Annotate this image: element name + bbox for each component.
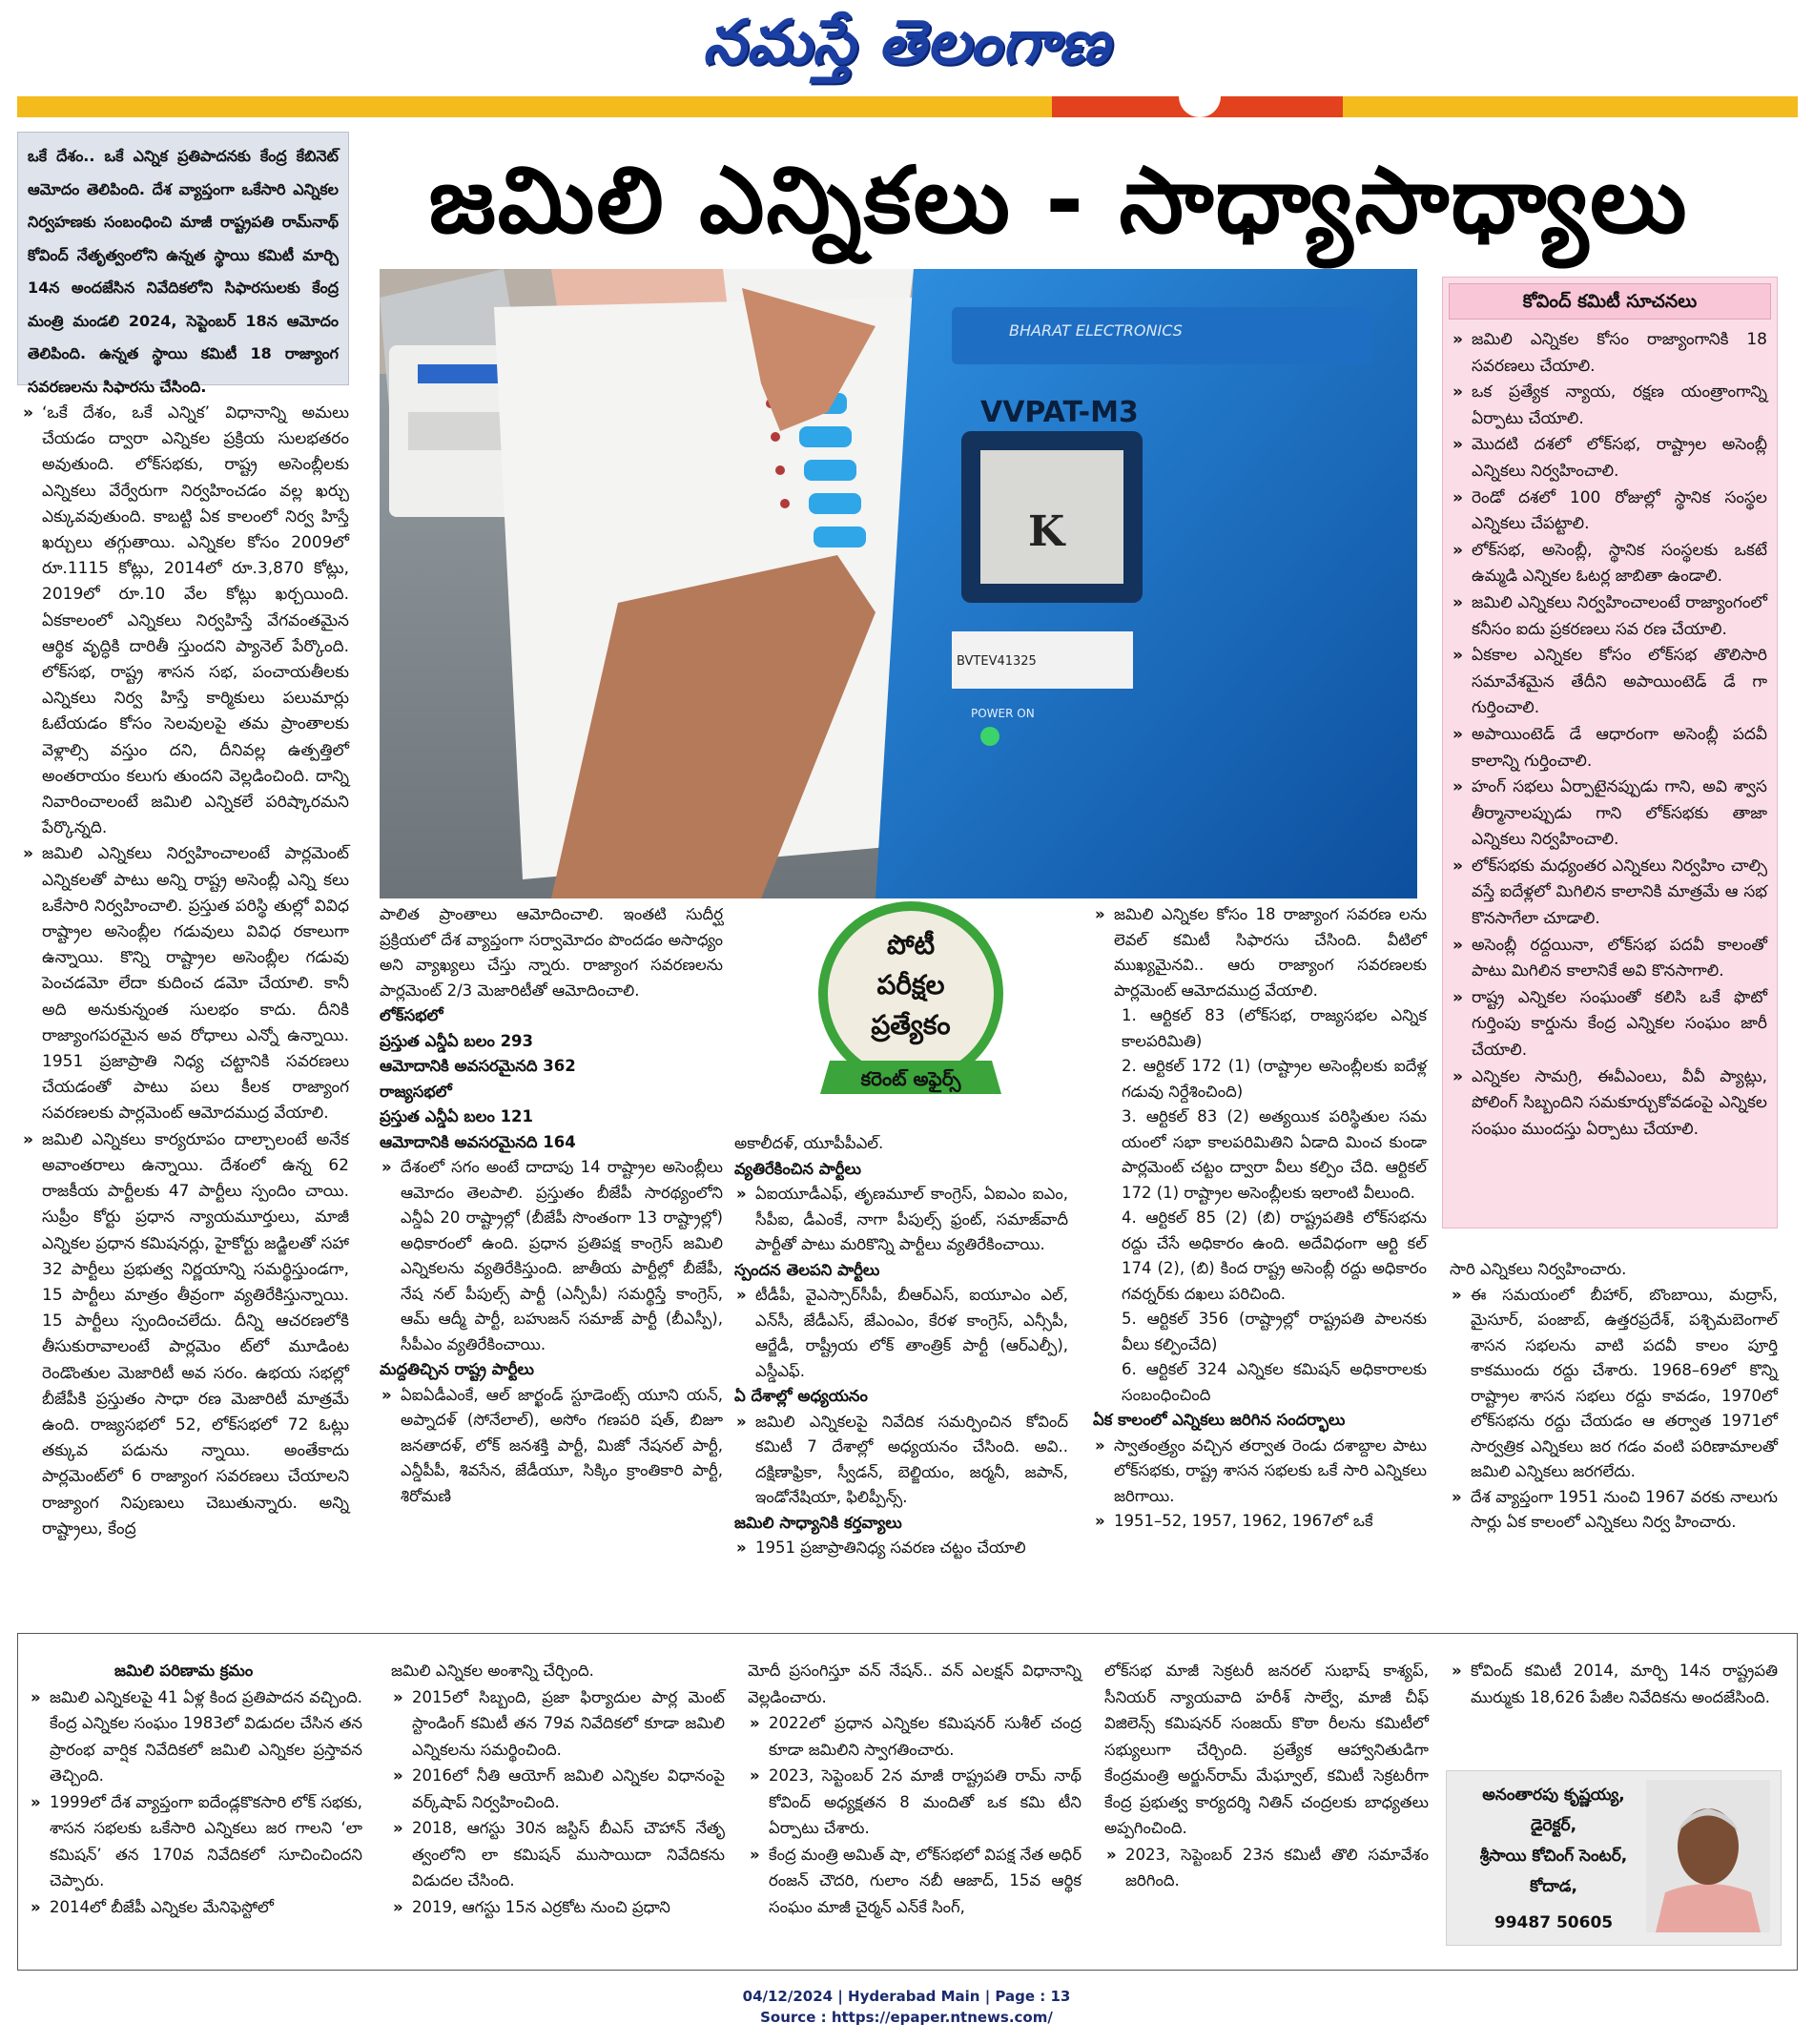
- col4-paragraph: » 1951–52, 1957, 1962, 1967లో ఒకే: [1093, 1509, 1427, 1535]
- col4-paragraph: » స్వాతంత్ర్యం వచ్చిన తర్వాత రెండు దశాబ్దాల పాటు లోక్‌సభకు, రాష్ట్ర శాసన సభలకు ఒకే సారి ఎన్నికలు జరిగాయి.: [1093, 1434, 1427, 1510]
- author-portrait: [1646, 1780, 1770, 1932]
- top-color-bar: [17, 96, 1798, 117]
- amendment-item: 4. ఆర్టికల్ 85 (2) (బి) రాష్ట్రపతికి లోక్‌సభను రద్దు చేసే అధికారం ఉంది. అదేవిధంగా ఆర్టి కల్ 174 (2), (బి) కింద రాష్ట్ర అసెంబ్లీ రద్దు అధికారం గవర్నర్‌కు దఖలు పరిచింది.: [1122, 1208, 1427, 1303]
- author-org: శ్రీసాయి కోచింగ్ సెంటర్,: [1479, 1847, 1628, 1866]
- author-role: డైరెక్టర్,: [1530, 1816, 1577, 1835]
- kovind-committee-box: [1442, 277, 1778, 1228]
- kovind-item: » ఏకకాల ఎన్నికల కోసం లోక్‌సభ తొలిసారి సమావేశమైన తేదీని అపాయింటెడ్ డే గా గుర్తించాలి.: [1451, 643, 1767, 722]
- column-3: [734, 1131, 1068, 1561]
- col5-paragraph: » దేశ వ్యాప్తంగా 1951 నుంచి 1967 వరకు నాలుగు సార్లు ఏక కాలంలో ఎన్నికలు నిర్వ హించారు.: [1450, 1485, 1778, 1536]
- badge-line-3: ప్రత్యేకం: [871, 1009, 951, 1041]
- col3-paragraph: » 1951 ప్రజాప్రాతినిధ్య సవరణ చట్టం చేయాలి: [734, 1536, 1068, 1561]
- author-phone: 99487 50605: [1494, 1913, 1614, 1932]
- col3-paragraph: » ఏఐయూడీఎఫ్, తృణమూల్ కాంగ్రెస్, ఏఐఎం ఐఎం, సీపీఐ, డీఎంకే, నాగా పీపుల్స్ ఫ్రంట్, సమాజ్‌వాదీ పార్టీతో పాటు మరికొన్ని పార్టీలు వ్యతిరేకించాయి.: [734, 1182, 1068, 1258]
- badge-line-4: కరెంట్ అఫైర్స్: [860, 1067, 961, 1090]
- timeline-intro: లోక్‌సభ మాజీ సెక్రటరీ జనరల్ సుభాష్ కాశ్యప్, సీనియర్ న్యాయవాది హరీశ్ సాల్వే, మాజీ చీఫ్ విజిలెన్స్ కమిషనర్ సంజయ్ కొఠా రీలను కమిటీలో సభ్యులుగా చేర్చింది. ప్రత్యేక ఆహ్వానితుడిగా కేంద్రమంత్రి అర్జున్‌రామ్ మేఘ్వాల్, కమిటీ సెక్రటరీగా కేంద్ర ప్రభుత్వ కార్యదర్శి నితిన్ చంద్రలకు బాధ్యతలు అప్పగించింది.: [1104, 1662, 1429, 1837]
- timeline-item: » 2022లో ప్రధాన ఎన్నికల కమిషనర్ సుశీల్ చంద్ర కూడా జమిలిని స్వాగతించారు.: [748, 1710, 1082, 1763]
- kovind-box-title: కోవింద్ కమిటీ సూచనలు: [1449, 283, 1771, 320]
- timeline-item: » 2023, సెప్టెంబర్ 2న మాజీ రాష్ట్రపతి రామ్ నాథ్ కోవింద్ అధ్యక్షతన 8 మందితో ఒక కమి టీని ఏర్పాటు చేశారు.: [748, 1763, 1082, 1842]
- evm-vvpat-photo: [380, 269, 1417, 898]
- masthead: [0, 0, 1813, 91]
- column-4: [1093, 902, 1427, 1535]
- timeline-item: » 1999లో దేశ వ్యాప్తంగా ఐదేండ్లకొకసారి లోక్ సభకు, శాసన సభలకు ఒకేసారి ఎన్నికలు జర గాలని ‘లా కమిషన్’ తన 170వ నివేదికలో సూచించిందని చెప్పారు.: [29, 1789, 362, 1894]
- col1-paragraph: » ‘ఒకే దేశం, ఒకే ఎన్నిక’ విధానాన్ని అమలు చేయడం ద్వారా ఎన్నికల ప్రక్రియ సులభతరం అవుతుంది. లోక్‌సభకు, రాష్ట్ర అసెంబ్లీలకు ఎన్నికలు వేర్వేరుగా నిర్వహించడం వల్ల ఖర్చు ఎక్కువవుతుంది. కాబట్టి ఏక కాలంలో నిర్వ హిస్తే ఖర్చులు తగ్గుతాయి. ఎన్నికల కోసం 2009లో రూ.1115 కోట్లు, 2014లో రూ.3,870 కోట్లు, 2019లో రూ.10 వేల కోట్లు ఖర్చయింది. ఏకకాలంలో ఎన్నికలు నిర్వహిస్తే వేగవంతమైన ఆర్థిక వృద్ధికి దారితీ స్తుందని ప్యానెల్ పేర్కొంది. లోక్‌సభ, రాష్ట్ర శాసన సభ, పంచాయతీలకు ఎన్నికలు నిర్వ హిస్తే కార్మికులు పలుమార్లు ఓటేయడం కోసం సెలవులపై తమ ప్రాంతాలకు వెళ్లాల్సి వస్తుం దని, దీనివల్ల ఉత్పత్తిలో అంతరాయం కలుగు తుందని వెల్లడించింది. దాన్ని నివారించాలంటే జమిలి ఎన్నికలే పరిష్కారమని పేర్కొన్నది.: [21, 401, 349, 841]
- kovind-item: » రాష్ట్ర ఎన్నికల సంఘంతో కలిసి ఒకే ఫొటో గుర్తింపు కార్డును కేంద్ర ఎన్నికల సంఘం జారీ చేయాలి.: [1451, 985, 1767, 1064]
- column-1: [21, 401, 349, 1542]
- kovind-item: » లోక్‌సభ, అసెంబ్లీ, స్థానిక సంస్థలకు ఒకటే ఉమ్మడి ఎన్నికల ఓటర్ల జాబితా ఉండాలి.: [1451, 538, 1767, 590]
- kovind-item: » అసెంబ్లీ రద్దయినా, లోక్‌సభ పదవీ కాలంతో పాటు మిగిలిన కాలానికే అవి కొనసాగాలి.: [1451, 933, 1767, 985]
- timeline-item: » 2023, సెప్టెంబర్ 23న కమిటీ తొలి సమావేశం జరిగింది.: [1104, 1842, 1429, 1894]
- col3-paragraph: » జమిలి ఎన్నికలపై నివేదిక సమర్పించిన కోవింద్ కమిటీ 7 దేశాల్లో అధ్యయనం చేసింది. అవి.. దక్షిణాఫ్రికా, స్వీడన్, బెల్జియం, జర్మనీ, జపాన్, ఇండోనేషియా, ఫిలిప్పీన్స్.: [734, 1410, 1068, 1511]
- col1-paragraph: » జమిలి ఎన్నికలు కార్యరూపం దాల్చాలంటే అనేక అవాంతరాలు ఉన్నాయి. దేశంలో ఉన్న 62 రాజకీయ పార్టీలకు 47 పార్టీలు స్పందిం చాయి. సుప్రీం కోర్టు ప్రధాన న్యాయమూర్తులు, మాజీ ఎన్నికల ప్రధాన కమిషనర్లు, హైకోర్టు జడ్జిలతో సహా 32 పార్టీలు ప్రభుత్వ నిర్ణయాన్ని సమర్థిస్తుండగా, 15 పార్టీలు మాత్రం తీవ్రంగా వ్యతిరేకిస్తున్నాయి. 15 పార్టీలు స్పందించలేదు. దీన్ని ఆచరణలోకి తీసుకురావాలంటే పార్లమెం ట్‌లో మూడింట రెండొంతుల మెజారిటీ అవ సరం. ఉభయ సభల్లో బీజేపీకి ప్రస్తుతం సాధా రణ మెజారిటీ మాత్రమే ఉంది. రాజ్యసభలో 52, లోక్‌సభలో 72 ఓట్లు తక్కువ పడును న్నాయి. అంతేకాదు పార్లమెంట్‌లో 6 రాజ్యాంగ సవరణలు చేయాలని రాజ్యాంగ నిపుణులు చెబుతున్నారు. అన్ని రాష్ట్రాలు, కేంద్ర: [21, 1127, 349, 1542]
- timeline-item: » జమిలి ఎన్నికలపై 41 ఏళ్ల కింద ప్రతిపాదన వచ్చింది. కేంద్ర ఎన్నికల సంఘం 1983లో విడుదల చేసిన తన ప్రారంభ వార్షిక నివేదికలో జమిలి ఎన్నికల ప్రస్తావన తెచ్చింది.: [29, 1684, 362, 1789]
- kovind-item: » లోక్‌సభకు మధ్యంతర ఎన్నికలు నిర్వహిం చాల్సి వస్తే ఐదేళ్లలో మిగిలిన కాలానికి మాత్రమే ఆ సభ కొనసాగేలా చూడాలి.: [1451, 854, 1767, 933]
- col3-intro: అకాలీదళ్, యూపీపీఎల్.: [734, 1134, 884, 1152]
- amendment-item: 3. ఆర్టికల్ 83 (2) అత్యయిక పరిస్థితుల సమ యంలో సభా కాలపరిమితిని ఏడాది మించ కుండా పార్లమెంట్ చట్టం ద్వారా వీలు కల్పిం చేది. ఆర్టికల్ 172 (1) రాష్ట్రాల అసెంబ్లీలకు ఇలాంటి వీలుంది.: [1122, 1107, 1427, 1202]
- photo-power-label: POWER ON: [971, 707, 1035, 720]
- amendment-item: 6. ఆర్టికల్ 324 ఎన్నికల కమిషన్ అధికారాలకు సంబంధించింది: [1122, 1360, 1427, 1404]
- author-place: కోదాడ,: [1530, 1877, 1577, 1896]
- history-heading: ఏక కాలంలో ఎన్నికలు జరిగిన సందర్భాలు: [1093, 1411, 1346, 1429]
- author-details: [1453, 1780, 1654, 1938]
- kovind-item: » అపాయింటెడ్ డే ఆధారంగా అసెంబ్లీ పదవీ కాలాన్ని గుర్తించాలి.: [1451, 722, 1767, 774]
- no-response-heading: స్పందన తెలపని పార్టీలు: [734, 1260, 880, 1279]
- timeline-heading: జమిలి పరిణామ క్రమం: [114, 1662, 254, 1680]
- lok-sabha-heading: లోక్‌సభలో: [380, 1006, 443, 1024]
- timeline-item: » 2019, ఆగస్టు 15న ఎర్రకోట నుంచి ప్రధాని: [391, 1894, 725, 1921]
- kovind-item: » రెండో దశలో 100 రోజుల్లో స్థానిక సంస్థల ఎన్నికలు చేపట్టాలి.: [1451, 485, 1767, 538]
- page-footer: [0, 1986, 1813, 2028]
- col5-paragraph: » ఈ సమయంలో బీహార్, బొంబాయి, మద్రాస్, మైసూర్, పంజాబ్, ఉత్తరప్రదేశ్, పశ్చిమబెంగాల్ శాసన సభలను వాటి పదవీ కాలం పూర్తి కాకముందు రద్దు చేశారు. 1968–69లో కొన్ని రాష్ట్రాల శాసన సభలు రద్దు కావడం, 1970లో లోక్‌సభను రద్దు చేయడం ఆ తర్వాత 1971లో సార్వత్రిక ఎన్నికలు జర గడం వంటి పరిణామాలతో జమిలి ఎన్నికలు జరగలేదు.: [1450, 1283, 1778, 1485]
- footer-edition: 04/12/2024 | Hyderabad Main | Page : 13: [742, 1988, 1071, 2005]
- kovind-item: » మొదటి దశలో లోక్‌సభ, రాష్ట్రాల అసెంబ్లీ ఎన్నికలు నిర్వహించాలి.: [1451, 432, 1767, 485]
- col2-intro: పాలిత ప్రాంతాలు ఆమోదించాలి. ఇంతటి సుదీర్ఘ ప్రక్రియలో దేశ వ్యాప్తంగా సర్వామోదం పొందడం అసాధ్యం అని వ్యాఖ్యలు చేస్తు న్నారు. రాజ్యాంగ సవరణలను పార్లమెంట్ 2/3 మెజారిటీతో ఆమోదించాలి.: [380, 905, 723, 1000]
- intro-box: ఒకే దేశం.. ఒకే ఎన్నిక ప్రతిపాదనకు కేంద్ర కేబినెట్ ఆమోదం తెలిపింది. దేశ వ్యాప్తంగా ఒకేసారి ఎన్నికల నిర్వహణకు సంబంధించి మాజీ రాష్ట్రపతి రామ్‌నాథ్ కోవింద్ నేతృత్వంలోని ఉన్నత స్థాయి కమిటీ మార్చి 14న అందజేసిన నివేదికలోని సిఫారసులకు కేంద్ర మంత్రి మండలి 2024, సెప్టెంబర్ 18న ఆమోదం తెలిపింది. ఉన్నత స్థాయి కమిటీ 18 రాజ్యాంగ సవరణలను సిఫారసు చేసింది.: [17, 132, 349, 385]
- opposed-parties-heading: వ్యతిరేకించిన పార్టీలు: [734, 1159, 861, 1178]
- photo-brand-text: BHARAT ELECTRONICS: [1009, 321, 1183, 340]
- tasks-heading: జమిలి సాధ్యానికి కర్తవ్యాలు: [734, 1513, 902, 1532]
- kovind-item: » ఒక ప్రత్యేక న్యాయ, రక్షణ యంత్రాంగాన్ని ఏర్పాటు చేయాలి.: [1451, 380, 1767, 432]
- newspaper-logo: నమస్తే తెలంగాణ: [702, 8, 1111, 78]
- support-parties-heading: మద్దతిచ్చిన రాష్ట్ర పార్టీలు: [380, 1360, 534, 1378]
- timeline-col-5: [1450, 1658, 1778, 1710]
- kovind-item: » జమిలి ఎన్నికలు నిర్వహించాలంటే రాజ్యాంగంలో కనీసం ఐదు ప్రకరణలు సవ రణ చేయాలి.: [1451, 590, 1767, 643]
- timeline-col-1: [29, 1658, 362, 1920]
- col2-paragraph: » దేశంలో సగం అంటే దాదాపు 14 రాష్ట్రాల అసెంబ్లీలు ఆమోదం తెలపాలి. ప్రస్తుతం బీజేపీ సారథ్యంలోని ఎన్డీఏ 20 రాష్ట్రాల్లో (బీజేపీ సొంతంగా 13 రాష్ట్రాల్లో) అధికారంలో ఉంది. ప్రధాన ప్రతిపక్ష కాంగ్రెస్ జమిలి ఎన్నికలను వ్యతిరేకిస్తుంది. జాతీయ పార్టీల్లో బీజేపీ, నేష నల్ పీపుల్స్ పార్టీ (ఎన్పీపీ) సమర్థిస్తే కాంగ్రెస్, ఆమ్ ఆద్మీ పార్టీ, బహుజన్ సమాజ్ పార్టీ (బీఎస్పీ), సీపీఎం వ్యతిరేకించాయి.: [380, 1155, 723, 1357]
- timeline-item: » కోవింద్ కమిటీ 2014, మార్చి 14న రాష్ట్రపతి ముర్ముకు 18,626 పేజీల నివేదికను అందజేసింది.: [1450, 1658, 1778, 1710]
- kovind-item: » హంగ్ సభలు ఏర్పాటైనప్పుడు గాని, అవి శ్వాస తీర్మానాలప్పుడు గాని లోక్‌సభకు తాజా ఎన్నికలు నిర్వహించాలి.: [1451, 774, 1767, 854]
- column-2: [380, 902, 723, 1509]
- kovind-item: » జమిలి ఎన్నికల కోసం రాజ్యాంగానికి 18 సవరణలు చేయాలి.: [1451, 327, 1767, 380]
- photo-slip-letter: K: [1028, 507, 1065, 556]
- badge-line-1: పోటీ: [886, 929, 936, 960]
- timeline-col-4: [1104, 1658, 1429, 1894]
- badge-graphic: [811, 898, 1011, 1118]
- amendment-item: 1. ఆర్టికల్ 83 (లోక్‌సభ, రాజ్యసభల ఎన్నిక కాలపరిమితి): [1122, 1006, 1427, 1050]
- photo-serial: BVTEV41325: [957, 654, 1037, 669]
- lok-sabha-required: ఆమోదానికి అవసరమైనది 362: [380, 1057, 576, 1075]
- footer-source[interactable]: Source : https://epaper.ntnews.com/: [760, 2009, 1053, 2026]
- timeline-item: » 2015లో సిబ్బంది, ప్రజా ఫిర్యాదుల పార్ల మెంట్ స్టాండింగ్ కమిటీ తన 79వ నివేదికలో కూడా జమిలి ఎన్నికలను సమర్థించింది.: [391, 1684, 725, 1764]
- timeline-item: » 2014లో బీజేపీ ఎన్నికల మేనిఫెస్టోలో: [29, 1894, 362, 1921]
- timeline-col-3: [748, 1658, 1082, 1920]
- kovind-list: [1443, 327, 1777, 1143]
- timeline-item: » 2018, ఆగస్టు 30న జస్టిస్ బీఎస్ చౌహాన్ నేతృ త్వంలోని లా కమిషన్ ముసాయిదా నివేదికను విడుదల చేసింది.: [391, 1815, 725, 1894]
- study-countries-heading: ఏ దేశాల్లో అధ్యయనం: [734, 1387, 868, 1405]
- column-5: [1450, 1257, 1778, 1536]
- timeline-item: » కేంద్ర మంత్రి అమిత్ షా, లోక్‌సభలో విపక్ష నేత అధిర్ రంజన్ చౌదరి, గులాం నబీ ఆజాద్, 15వ ఆర్థిక సంఘం మాజీ చైర్మన్ ఎన్‌కే సింగ్,: [748, 1842, 1082, 1921]
- rajya-sabha-required: ఆమోదానికి అవసరమైనది 164: [380, 1132, 576, 1151]
- col5-paragraph: సారి ఎన్నికలు నిర్వహించారు.: [1450, 1260, 1627, 1278]
- timeline-item: » 2016లో నీతి ఆయోగ్ జమిలి ఎన్నికల విధానంపై వర్క్‌షాప్ నిర్వహించింది.: [391, 1763, 725, 1815]
- col3-paragraph: » టీడీపీ, వైఎస్సార్‌సీపీ, బీఆర్‌ఎస్, ఐయూఎం ఎల్, ఎన్‌సీ, జేడీఎస్, జేఎంఎం, కేరళ కాంగ్రెస్, ఎన్సీపీ, ఆర్జేడీ, రాష్ట్రీయ లోక్ తాంత్రిక్ పార్టీ (ఆర్ఎల్పీ), ఎస్డీఎఫ్.: [734, 1283, 1068, 1384]
- timeline-intro: మోదీ ప్రసంగిస్తూ వన్ నేషన్.. వన్ ఎలక్షన్ విధానాన్ని వెల్లడించారు.: [748, 1662, 1082, 1706]
- timeline-intro: జమిలి ఎన్నికల అంశాన్ని చేర్చింది.: [391, 1662, 594, 1680]
- author-photo: [1646, 1780, 1770, 1932]
- kovind-item: » ఎన్నికల సామగ్రి, ఈవీఎంలు, వీవీ ప్యాట్లు, పోలింగ్ సిబ్బందిని సమకూర్చుకోవడంపై ఎన్నికల సంఘం ముందస్తు ఏర్పాటు చేయాలి.: [1451, 1064, 1767, 1144]
- author-name: అనంతారపు కృష్ణయ్య,: [1482, 1786, 1625, 1805]
- amendment-item: 2. ఆర్టికల్ 172 (1) (రాష్ట్రాల అసెంబ్లీలకు ఐదేళ్ల గడువు నిర్దేశించింది): [1122, 1057, 1427, 1101]
- col4-intro: » జమిలి ఎన్నికల కోసం 18 రాజ్యాంగ సవరణ లను లెవల్ కమిటీ సిఫారసు చేసింది. వీటిలో ముఖ్యమైనవి.. ఆరు రాజ్యాంగ సవరణలకు పార్లమెంట్ ఆమోదముద్ర వేయాలి.: [1093, 902, 1427, 1003]
- badge-line-2: పరీక్షల: [876, 969, 945, 1001]
- rajya-sabha-current: ప్రస్తుత ఎన్డీఏ బలం 121: [380, 1107, 534, 1125]
- competitive-exams-badge: [811, 898, 1011, 1118]
- headline: జమిలి ఎన్నికలు - సాధ్యాసాధ్యాలు: [428, 147, 1689, 254]
- amendment-item: 5. ఆర్టికల్ 356 (రాష్ట్రాల్లో రాష్ట్రపతి పాలనకు వీలు కల్పించేది): [1122, 1310, 1427, 1353]
- evm-photo-illustration: [380, 269, 1417, 898]
- rajya-sabha-heading: రాజ్యసభలో: [380, 1082, 452, 1101]
- photo-vvpat-label: VVPAT-M3: [980, 396, 1139, 429]
- timeline-col-2: [391, 1658, 725, 1920]
- lok-sabha-current: ప్రస్తుత ఎన్డీఏ బలం 293: [380, 1031, 534, 1050]
- col2-paragraph: » ఏఐఏడీఎంకే, ఆల్ జార్ఖండ్ స్టూడెంట్స్ యూని యన్, అప్నాదళ్ (సోనేలాల్), అసోం గణపరి షత్, బిజూ జనతాదళ్, లోక్ జనశక్తి పార్టీ, మిజో నేషనల్ పార్టీ, ఎన్డీపీపీ, శివసేన, జేడీయూ, సిక్కిం క్రాంతికారి పార్టీ, శిరోమణి: [380, 1383, 723, 1510]
- col1-paragraph: » జమిలి ఎన్నికలు నిర్వహించాలంటే పార్లమెంట్ ఎన్నికలతో పాటు అన్ని రాష్ట్ర అసెంబ్లీ ఎన్ని కలు ఒకేసారి నిర్వహించాలి. ప్రస్తుత పరిస్థి తుల్లో వివిధ రాష్ట్రాల అసెంబ్లీల గడువులు వివిధ రకాలుగా ఉన్నాయి. కొన్ని రాష్ట్రాల అసెంబ్లీల గడువు పెంచడమో లేదా కుదించ డమో చేయాలి. కానీ అది అనుకున్నంత సులభం కాదు. దీనికి రాజ్యాంగపరమైన అవ రోధాలు ఎన్నో ఉన్నాయి. 1951 ప్రజాప్రాతి నిధ్య చట్టానికి సవరణలు చేయడంతో పాటు పలు కీలక రాజ్యాంగ సవరణలకు పార్లమెంట్ ఆమోదముద్ర వేయాలి.: [21, 841, 349, 1126]
